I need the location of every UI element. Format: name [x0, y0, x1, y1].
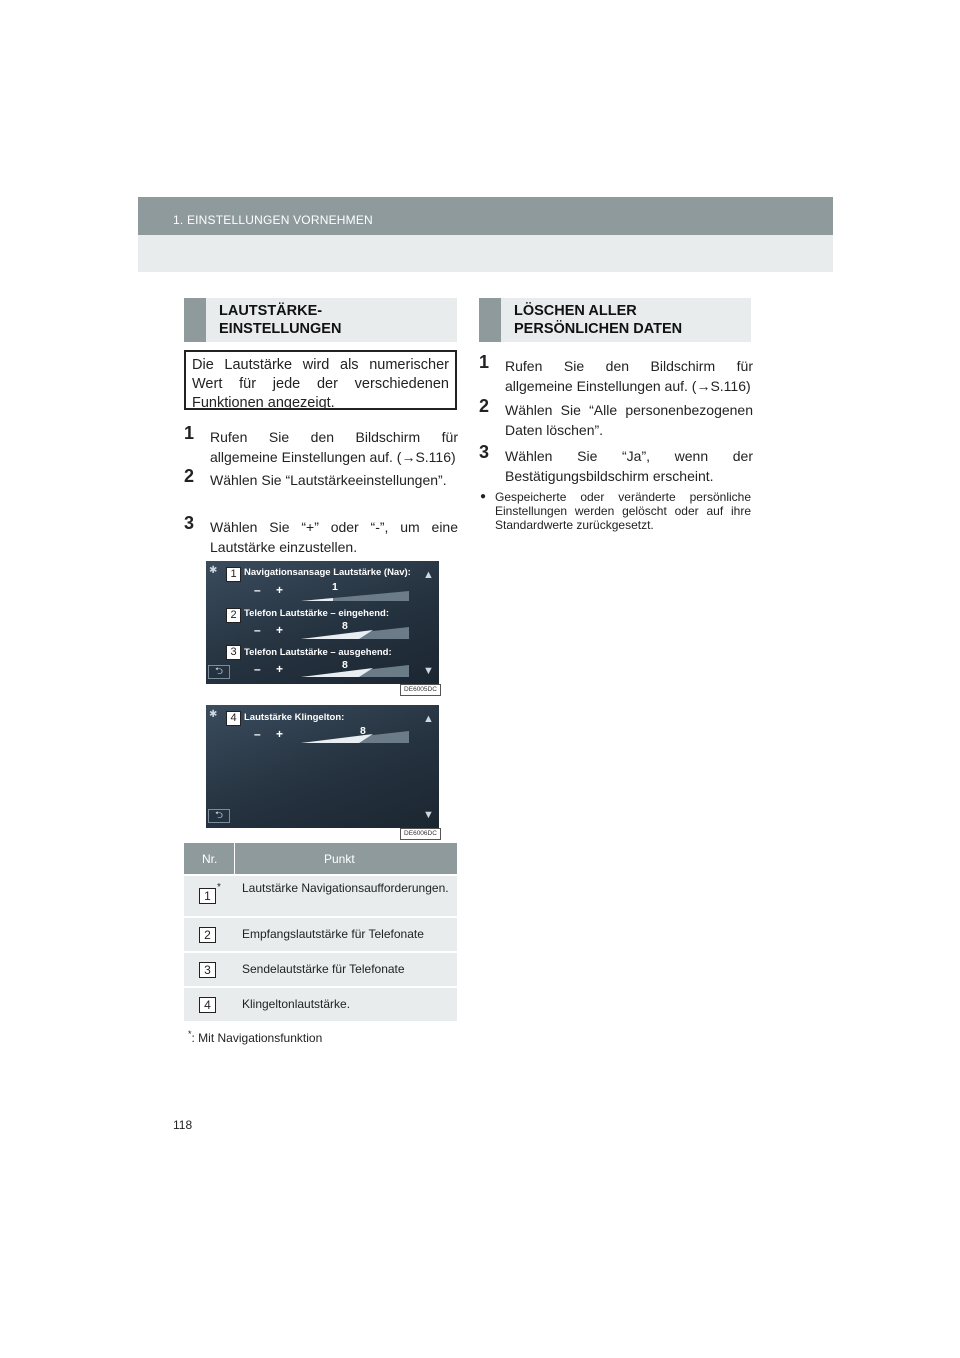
- item-description: Empfangslautstärke für Telefonate: [242, 927, 424, 941]
- table-row: [184, 951, 457, 986]
- section-title: [219, 302, 341, 338]
- section-title-line1: LAUTSTÄRKE-: [219, 303, 323, 319]
- volume-level-slider[interactable]: [301, 591, 409, 601]
- section-marker: [479, 298, 501, 342]
- volume-plus-button[interactable]: +: [276, 623, 284, 637]
- item-number-box: 3: [199, 962, 216, 978]
- volume-label: Telefon Lautstärke – eingehend:: [244, 608, 389, 619]
- image-code: DE6005DC: [400, 684, 441, 696]
- callout-badge: 4: [226, 711, 241, 726]
- volume-value: 1: [332, 581, 338, 593]
- back-icon[interactable]: ⮌: [208, 665, 230, 679]
- item-description: Lautstärke Navigationsaufforderungen.: [242, 881, 449, 895]
- table-header: [184, 843, 457, 874]
- volume-level-slider[interactable]: [301, 665, 409, 677]
- section-title: [514, 302, 682, 338]
- volume-plus-button[interactable]: +: [276, 583, 284, 597]
- table-footnote: [188, 1029, 322, 1045]
- step-number: 1: [184, 423, 195, 443]
- chapter-title: 1. EINSTELLUNGEN VORNEHMEN: [173, 213, 373, 227]
- callout-badge: 2: [226, 608, 241, 623]
- bullet-note: [480, 490, 752, 538]
- step-text: Wählen Sie “Ja”, wenn der Bestätigungsbildschirm erscheint.: [505, 448, 753, 484]
- volume-minus-button[interactable]: –: [254, 583, 261, 597]
- volume-label: Telefon Lautstärke – ausgehend:: [244, 647, 392, 658]
- footnote-text: : Mit Navigationsfunktion: [191, 1031, 323, 1045]
- volume-screen-2: [206, 705, 439, 828]
- bullet-text: Gespeicherte oder veränderte persönliche Einstellungen werden gelöscht oder auf ihre Standardwerte zurückgesetzt.: [495, 490, 751, 532]
- step: [479, 352, 754, 396]
- table-row: [184, 916, 457, 951]
- step: [184, 513, 459, 557]
- scroll-up-icon[interactable]: ▲: [423, 713, 434, 725]
- volume-minus-button[interactable]: –: [254, 727, 261, 741]
- section-header-volume: [184, 298, 457, 342]
- callout-badge: 1: [226, 567, 241, 582]
- footnote-star: *: [217, 882, 221, 893]
- bullet-icon: ●: [480, 491, 487, 502]
- item-description: Klingeltonlautstärke.: [242, 997, 351, 1011]
- section-title-line2: EINSTELLUNGEN: [219, 321, 342, 337]
- volume-value: 8: [342, 659, 348, 671]
- step: [184, 466, 459, 510]
- items-table: [184, 843, 457, 1021]
- volume-screen-1: [206, 561, 439, 684]
- step-number: 3: [184, 513, 195, 533]
- item-number-box: 1: [199, 888, 216, 904]
- scroll-down-icon[interactable]: ▼: [423, 809, 434, 821]
- volume-minus-button[interactable]: –: [254, 662, 261, 676]
- volume-level-slider[interactable]: [301, 731, 409, 743]
- volume-level-slider[interactable]: [301, 627, 409, 639]
- step-text: Rufen Sie den Bildschirm für allgemeine Einstellungen auf. (→S.116): [210, 429, 458, 465]
- step-text: Wählen Sie “+” oder “-”, um eine Lautstärke einzustellen.: [210, 519, 458, 555]
- footnote-star: *: [188, 1029, 192, 1039]
- scroll-down-icon[interactable]: ▼: [423, 665, 434, 677]
- column-header-nr: Nr.: [202, 852, 218, 866]
- step: [479, 442, 754, 486]
- step-number: 3: [479, 442, 490, 462]
- item-description: Sendelautstärke für Telefonate: [242, 962, 405, 976]
- section-title-line2: PERSÖNLICHEN DATEN: [514, 321, 683, 337]
- step-text: Wählen Sie “Lautstärkeeinstellungen”.: [210, 472, 447, 488]
- section-title-line1: LÖSCHEN ALLER: [514, 303, 637, 319]
- volume-label: Lautstärke Klingelton:: [244, 712, 345, 723]
- step-number: 2: [184, 466, 195, 486]
- step: [184, 423, 459, 467]
- item-number-box: 4: [199, 997, 216, 1013]
- table-row: [184, 874, 457, 916]
- step: [479, 396, 754, 440]
- page-number: 118: [173, 1118, 193, 1132]
- step-number: 1: [479, 352, 490, 372]
- column-header-punkt: Punkt: [324, 852, 355, 866]
- step-number: 2: [479, 396, 490, 416]
- scroll-up-icon[interactable]: ▲: [423, 569, 434, 581]
- volume-label: Navigationsansage Lautstärke (Nav):: [244, 567, 411, 578]
- callout-badge: 3: [226, 645, 241, 660]
- settings-icon: ✱: [209, 565, 218, 576]
- settings-icon: ✱: [209, 709, 218, 720]
- image-code: DE6006DC: [400, 828, 441, 840]
- volume-value: 8: [360, 725, 366, 737]
- back-icon[interactable]: ⮌: [208, 809, 230, 823]
- step-text: Wählen Sie “Alle personenbezogenen Daten löschen”.: [505, 402, 753, 438]
- item-number-box: 2: [199, 927, 216, 943]
- section-header-delete: [479, 298, 751, 342]
- volume-minus-button[interactable]: –: [254, 623, 261, 637]
- table-row: [184, 986, 457, 1021]
- section-marker: [184, 298, 206, 342]
- volume-plus-button[interactable]: +: [276, 662, 284, 676]
- volume-plus-button[interactable]: +: [276, 727, 284, 741]
- step-text: Rufen Sie den Bildschirm für allgemeine Einstellungen auf. (→S.116): [505, 358, 753, 394]
- volume-value: 8: [342, 620, 348, 632]
- intro-box: Die Lautstärke wird als numerischer Wert für jede der verschiedenen Funktionen angezeigt.: [184, 350, 457, 410]
- chapter-header-subbar: [138, 235, 833, 272]
